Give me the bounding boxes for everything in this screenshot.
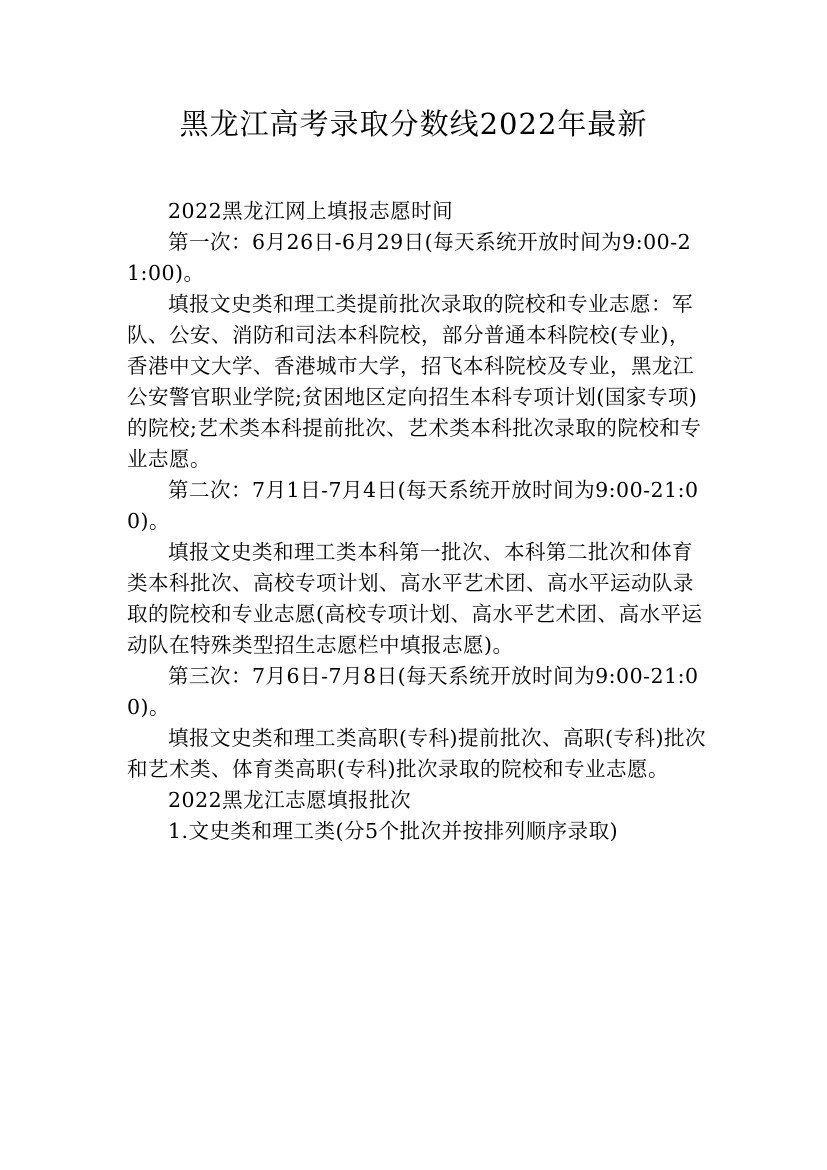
paragraph-first-round-time: 第一次：6月26日-6月29日(每天系统开放时间为9:00-21:00)。: [127, 230, 692, 285]
section-heading-registration-time: 2022黑龙江网上填报志愿时间: [168, 199, 454, 223]
paragraph-third-round-scope: 填报文史类和理工类高职(专科)提前批次、高职(专科)批次和艺术类、体育类高职(专科)批次录取的院校和专业志愿。: [127, 726, 706, 781]
page-title: 黑龙江高考录取分数线2022年最新: [179, 107, 648, 141]
paragraph-batch-item-1: 1.文史类和理工类(分5个批次并按排列顺序录取): [168, 819, 619, 843]
section-heading-batches: 2022黑龙江志愿填报批次: [168, 788, 412, 812]
paragraph-second-round-time: 第二次：7月1日-7月4日(每天系统开放时间为9:00-21:00)。: [127, 478, 699, 533]
document-body: [127, 196, 710, 847]
paragraph-second-round-scope: 填报文史类和理工类本科第一批次、本科第二批次和体育类本科批次、高校专项计划、高水平艺术团、高水平运动队录取的院校和专业志愿(高校专项计划、高水平艺术团、高水平运动队在特殊类型招生志愿栏中填报志愿)。: [127, 540, 703, 657]
paragraph-third-round-time: 第三次：7月6日-7月8日(每天系统开放时间为9:00-21:00)。: [127, 664, 699, 719]
paragraph-first-round-scope: 填报文史类和理工类提前批次录取的院校和专业志愿：军队、公安、消防和司法本科院校，部分普通本科院校(专业)，香港中文大学、香港城市大学，招飞本科院校及专业，黑龙江公安警官职业学院;贫困地区定向招生本科专项计划(国家专项)的院校;艺术类本科提前批次、艺术类本科批次录取的院校和专业志愿。: [127, 292, 702, 471]
